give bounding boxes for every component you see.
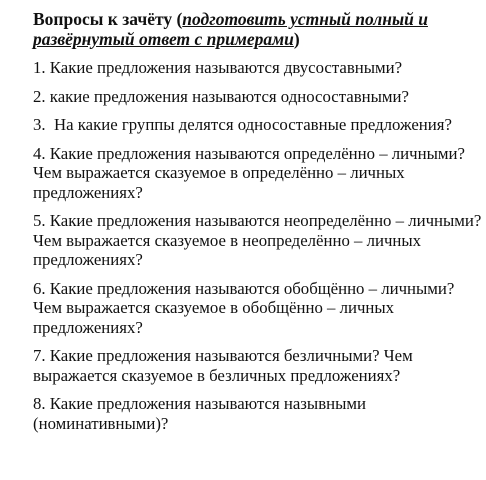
question-text: На какие группы делятся односоставные предложения?	[49, 115, 452, 134]
question-number: 5.	[33, 211, 46, 230]
question-number: 3.	[33, 115, 46, 134]
question-text: Какие предложения называются двусоставными?	[49, 58, 403, 77]
question-7	[33, 346, 483, 385]
question-text: Какие предложения называются обобщённо – личными? Чем выражается сказуемое в обобщённо – личных предложениях?	[33, 278, 459, 337]
question-number: 1.	[33, 58, 46, 77]
question-3	[33, 115, 483, 135]
question-text: Какие предложения называются безличными? Чем выражается сказуемое в безличных предложениях?	[33, 346, 417, 385]
question-5	[33, 211, 486, 270]
question-1	[33, 58, 483, 78]
question-8	[33, 394, 483, 433]
question-number: 7.	[33, 346, 46, 365]
heading-lead: Вопросы к зачёту (	[33, 9, 183, 29]
question-text: какие предложения называются односоставными?	[49, 86, 409, 106]
question-text: Какие предложения называются неопределённо – личными? Чем выражается сказуемое в неопределённо – личных предложениях?	[33, 211, 486, 269]
document-page	[33, 9, 486, 442]
question-text: Какие предложения называются определённо – личными? Чем выражается сказуемое в определённо – личных предложениях?	[33, 143, 470, 202]
question-text: Какие предложения называются назывными (номинативными)?	[33, 394, 371, 433]
document-heading	[33, 9, 483, 49]
question-6	[33, 279, 483, 338]
question-number: 4.	[33, 143, 46, 163]
heading-trail: )	[293, 29, 300, 49]
question-4	[33, 144, 483, 203]
heading-emphasis: подготовить устный полный и развёрнутый ответ с примерами	[33, 9, 428, 49]
question-number: 8.	[33, 394, 46, 413]
question-number: 2.	[33, 86, 46, 106]
question-2	[33, 87, 483, 107]
question-number: 6.	[33, 278, 46, 298]
